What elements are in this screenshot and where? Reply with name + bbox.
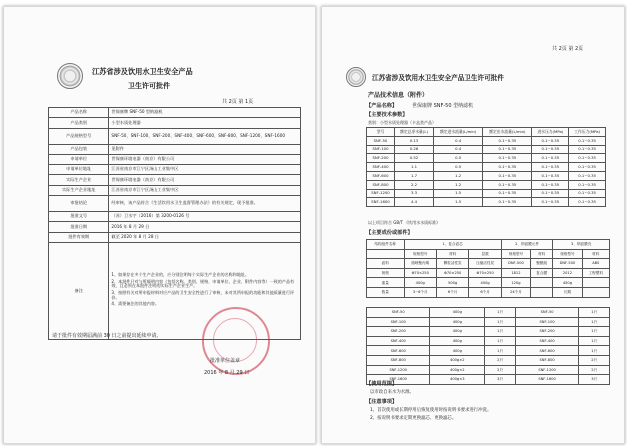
- value-cell: 颗粒活性炭: [436, 259, 468, 269]
- value-cell: 1只: [485, 346, 516, 356]
- value-cell: 1.2: [434, 171, 483, 180]
- column-subheader: 材料: [436, 249, 468, 259]
- value-cell: 0.4: [434, 145, 483, 154]
- use-range-label: 【使用范围】: [366, 381, 398, 387]
- tech-params-table: [366, 127, 606, 207]
- model-cell: SNF-100: [367, 145, 395, 154]
- table-row: [367, 287, 610, 297]
- value-cell: SNF-1200: [515, 365, 578, 375]
- value-cell: 0.1~0.35: [569, 154, 606, 163]
- field-label: 产品类别: [49, 118, 109, 128]
- value-cell: SNF-600: [367, 346, 430, 356]
- table-row: [49, 185, 301, 195]
- value-cell: 0.1~0.35: [483, 198, 532, 207]
- value-cell: 6个月: [469, 287, 501, 297]
- table-row: [49, 212, 301, 222]
- value-cell: 2.2: [394, 180, 433, 189]
- value-cell: SNF-50: [367, 308, 430, 318]
- left-sub-title: 卫生许可批件: [128, 82, 170, 90]
- field-label: 申请单位地址: [49, 165, 109, 175]
- table-row: [49, 128, 301, 144]
- column-subheader: [367, 249, 405, 259]
- value-cell: 1只: [579, 346, 610, 356]
- value-cell: 0.4: [434, 136, 483, 145]
- field-label: 审批结论: [49, 196, 109, 212]
- value-cell: 复合膜: [531, 268, 553, 278]
- value-cell: 0.1~0.35: [569, 189, 606, 198]
- model-cell: SNF-1600: [367, 198, 395, 207]
- table-row: [367, 163, 606, 172]
- left-document-page: [3, 6, 316, 444]
- value-cell: 熔喷聚丙烯: [404, 259, 436, 269]
- value-cell: 120g: [501, 278, 530, 288]
- value-cell: [582, 287, 609, 297]
- table-row: [367, 317, 610, 327]
- table-row: [49, 196, 301, 212]
- note-item: 4、需要备注的其他内容。: [111, 301, 160, 307]
- table-row: [49, 108, 301, 118]
- table-row: [49, 222, 301, 232]
- value-cell: SNF-1600: [515, 375, 578, 385]
- column-header: 型号: [367, 128, 395, 137]
- model-components-table: [366, 307, 610, 385]
- value-cell: 6个月: [436, 287, 468, 297]
- value-cell: 1只: [485, 317, 516, 327]
- table-row: [367, 327, 610, 337]
- value-cell: 0.1~0.35: [483, 136, 532, 145]
- value-cell: 0.1~0.35: [569, 198, 606, 207]
- value-cell: [531, 278, 553, 288]
- value-cell: 1只: [579, 336, 610, 346]
- column-subheader: 材料: [582, 249, 609, 259]
- table-row: [367, 375, 610, 385]
- value-cell: SNF-200: [515, 327, 578, 337]
- value-cell: 0.1~0.35: [483, 145, 532, 154]
- column-header: 2、纳滤膜元件: [501, 240, 553, 250]
- model-cell: SNF-400: [367, 163, 395, 172]
- field-value: （苏）卫水字（2016）第 3200-0126 号: [109, 212, 301, 222]
- use-range-text: 以市政自来水为水源。: [370, 390, 414, 395]
- value-cell: 400g: [430, 336, 485, 346]
- table-row: [49, 144, 301, 154]
- value-cell: 2只: [485, 365, 516, 375]
- value-cell: 0.1~0.35: [569, 163, 606, 172]
- value-cell: 3.3: [394, 189, 433, 198]
- value-cell: 400g: [430, 327, 485, 337]
- value-cell: 400g×2: [430, 365, 485, 375]
- model-cell: SNF-50: [367, 136, 395, 145]
- note-item: 3、按照有关对所申报材料对应产品的卫生安全性进行了审核，未对其所申报的功能和其他质量进行评价。: [111, 289, 295, 300]
- value-cell: 24个月: [501, 287, 530, 297]
- right-header-title: 江苏省涉及饮用水卫生安全产品卫生许可批件: [372, 74, 504, 82]
- value-cell: 规格: [367, 268, 405, 278]
- value-cell: SNF-600: [515, 346, 578, 356]
- value-cell: 4.4: [394, 198, 433, 207]
- value-cell: Φ70×250: [404, 268, 436, 278]
- value-cell: 1.2: [434, 180, 483, 189]
- table-row: [49, 175, 301, 185]
- left-header-title: 江苏省涉及饮用水卫生安全产品: [92, 67, 193, 76]
- value-cell: SNF-100: [367, 317, 430, 327]
- table-row: [367, 189, 606, 198]
- tech-note: 以上项目符合 GB/T 《饮用水水质标准》: [368, 220, 441, 225]
- table-row: [367, 365, 610, 375]
- column-subheader: 规格型号: [553, 249, 582, 259]
- table-row: [367, 180, 606, 189]
- right-sub-title: 产品技术信息（附件）: [368, 92, 429, 99]
- value-cell: SNF-50: [515, 308, 578, 318]
- table-row: [367, 154, 606, 163]
- field-label: 批准日期: [49, 222, 109, 232]
- table-row: [49, 165, 301, 175]
- column-subheader: 材料: [531, 249, 553, 259]
- field-label: 产品包装: [49, 144, 109, 154]
- model-cell: SNF-200: [367, 154, 395, 163]
- value-cell: 1.7: [394, 171, 433, 180]
- value-cell: [582, 278, 609, 288]
- value-cell: DNF-500: [553, 259, 582, 269]
- value-cell: 0.1~0.35: [532, 154, 569, 163]
- column-header: 进水压力(MPa): [532, 128, 569, 137]
- value-cell: 0.1~0.35: [532, 198, 569, 207]
- value-cell: SNF-800: [515, 355, 578, 365]
- left-stamp-date: 2016 年 8 月 29 日: [204, 370, 250, 376]
- value-cell: ABS: [582, 259, 609, 269]
- value-cell: 0.1~0.35: [569, 171, 606, 180]
- table-subheader-row: [367, 249, 610, 259]
- value-cell: 0.1~0.35: [532, 136, 569, 145]
- right-page-label: 共 2页 第 2页: [552, 46, 584, 52]
- column-header: 额定出水流量(L/min): [483, 128, 532, 137]
- value-cell: 400g×2: [430, 355, 485, 365]
- value-cell: 1只: [485, 327, 516, 337]
- value-cell: 0.1~0.35: [569, 136, 606, 145]
- value-cell: 450g: [553, 278, 582, 288]
- product-name-label: 【产品名称】: [366, 103, 398, 109]
- table-row: [367, 198, 606, 207]
- value-cell: 0.5: [434, 154, 483, 163]
- column-header: 额定进水流量(L/min): [434, 128, 483, 137]
- value-cell: 1.1: [394, 163, 433, 172]
- notes-label: 备注: [49, 242, 109, 339]
- table-row: [367, 268, 610, 278]
- value-cell: 滤料: [367, 259, 405, 269]
- value-cell: 0.1~0.35: [483, 171, 532, 180]
- value-cell: 1.5: [434, 198, 483, 207]
- value-cell: 2只: [485, 355, 516, 365]
- field-label: 产品名称: [49, 108, 109, 118]
- value-cell: 400g: [430, 308, 485, 318]
- field-value: 经审核，该产品符合《生活饮用水卫生监督管理办法》的有关规定，现予批准。: [109, 196, 301, 212]
- left-footer-text: 请于批件有效期届满前 30 日之前提出延续申请。: [52, 333, 162, 339]
- value-cell: 3只: [579, 375, 610, 385]
- model-cell: SNF-800: [367, 180, 395, 189]
- value-cell: 0.5: [434, 163, 483, 172]
- value-cell: 数量: [367, 287, 405, 297]
- value-cell: 0.26: [394, 145, 433, 154]
- value-cell: 重量: [367, 278, 405, 288]
- model-cell: SNF-600: [367, 171, 395, 180]
- column-header: 工作压力(MPa): [569, 128, 606, 137]
- table-row: [367, 278, 610, 288]
- table-row: [367, 336, 610, 346]
- table-row: [367, 308, 610, 318]
- table-row: [49, 232, 301, 242]
- note-item: 2、本批件只对与所载明内容（包括名称、类别、规格、申请单位、企业、附件内容等）一致的产品有效，且必须在本批件注明的实际生产企业生产。: [111, 278, 295, 289]
- value-cell: DNF-500: [501, 259, 530, 269]
- value-cell: 0.1~0.35: [532, 145, 569, 154]
- caution-item: 2、按说明书要求定期更换滤芯、更换滤芯。: [370, 416, 457, 421]
- value-cell: 400g: [404, 278, 436, 288]
- caution-item: 1、首次使用或长期停用后恢复使用时按说明书要求进行冲洗。: [370, 408, 492, 413]
- table-row: [367, 136, 606, 145]
- table-row: [367, 355, 610, 365]
- value-cell: 2只: [579, 365, 610, 375]
- value-cell: 1只: [485, 336, 516, 346]
- value-cell: 0.1~0.35: [532, 189, 569, 198]
- column-subheader: 规格型号: [501, 249, 530, 259]
- model-cell: SNF-1200: [367, 189, 395, 198]
- value-cell: 0.1~0.35: [483, 189, 532, 198]
- province-emblem-icon: [346, 67, 366, 87]
- table-header-row: [367, 128, 606, 137]
- column-header: 3、纳滤膜壳: [553, 240, 610, 250]
- value-cell: 3只: [485, 375, 516, 385]
- value-cell: 1.5: [434, 189, 483, 198]
- value-cell: 0.1~0.35: [483, 154, 532, 163]
- table-row: [367, 346, 610, 356]
- value-cell: 400g: [469, 278, 501, 288]
- value-cell: 3~6个月: [404, 287, 436, 297]
- column-header: 额定总净水量(L): [394, 128, 433, 137]
- value-cell: SNF-400: [367, 336, 430, 346]
- value-cell: Φ70×250: [469, 268, 501, 278]
- value-cell: 压缩活性炭: [469, 259, 501, 269]
- value-cell: 1只: [579, 327, 610, 337]
- column-subheader: 规格型号: [404, 249, 436, 259]
- caution-label: 【注意事项】: [366, 399, 398, 405]
- value-cell: SNF-100: [515, 317, 578, 327]
- value-cell: 0.1~0.35: [569, 180, 606, 189]
- value-cell: 2012: [553, 268, 582, 278]
- table-row: [367, 145, 606, 154]
- value-cell: 聚酰胺: [531, 259, 553, 269]
- value-cell: 0.1~0.35: [483, 180, 532, 189]
- field-label: 批准文号: [49, 212, 109, 222]
- field-label: 产品规格型号: [49, 128, 109, 144]
- value-cell: 400g: [430, 317, 485, 327]
- value-cell: 1只: [579, 317, 610, 327]
- value-cell: 500g: [436, 278, 468, 288]
- table-row: [49, 154, 301, 164]
- field-value: 世保康牌 SNF-50 型纳滤机: [109, 108, 301, 118]
- value-cell: SNF-1600: [367, 375, 430, 385]
- field-value: 世保康环境电器（南京）有限公司: [109, 154, 301, 164]
- value-cell: 2只: [579, 355, 610, 365]
- table-header-row: [367, 240, 610, 250]
- value-cell: 1只: [579, 308, 610, 318]
- note-item: 1、如果存在多个生产企业的，应分别注明每个实际生产企业的名称和地址。: [111, 271, 250, 277]
- field-value: 江苏省南京市江宁区汤山工业集中区: [109, 165, 301, 175]
- approval-table: [48, 107, 301, 340]
- value-cell: 1812: [501, 268, 530, 278]
- field-value: SNF-50、SNF-100、SNF-200、SNF-400、SNF-600、SNF-800、SNF-1200、SNF-1600: [109, 128, 301, 144]
- field-value: 江苏省南京市江宁区汤山工业集中区: [109, 185, 301, 195]
- province-emblem-icon: [57, 63, 83, 89]
- tech-caption: 类别：小型水质处理器（卡盒类产品）: [368, 120, 436, 125]
- field-label: 实际生产企业: [49, 175, 109, 185]
- value-cell: SNF-200: [367, 327, 430, 337]
- value-cell: SNF-1200: [367, 365, 430, 375]
- table-row: [49, 118, 301, 128]
- value-cell: 1只: [485, 308, 516, 318]
- column-subheader: 层数: [469, 249, 501, 259]
- field-value: 截至 2020 年 8 月 28 日: [109, 232, 301, 242]
- field-label: 申请单位: [49, 154, 109, 164]
- value-cell: SNF-400: [515, 336, 578, 346]
- table-row: [367, 259, 610, 269]
- value-cell: 0.1~0.35: [532, 163, 569, 172]
- value-cell: [531, 287, 553, 297]
- official-seal-stamp: [202, 307, 270, 375]
- field-value: 2016 年 8 月 29 日: [109, 222, 301, 232]
- value-cell: 400g×3: [430, 375, 485, 385]
- value-cell: 长期: [553, 287, 582, 297]
- field-value: 见附件: [109, 144, 301, 154]
- field-label: 实际生产企业地址: [49, 185, 109, 195]
- left-page-label: 共 2页 第 1页: [222, 99, 254, 105]
- components-table: [366, 239, 610, 298]
- value-cell: Φ70×250: [436, 268, 468, 278]
- field-label: 批件有效期: [49, 232, 109, 242]
- value-cell: 0.13: [394, 136, 433, 145]
- right-document-page: [321, 6, 625, 444]
- column-header: 1、复合滤芯: [404, 240, 501, 250]
- value-cell: 0.1~0.35: [532, 171, 569, 180]
- tech-params-label: 【主要技术参数】: [366, 112, 408, 118]
- components-label: 【主要成份或部件】: [366, 230, 413, 236]
- column-header: 结构组件名称: [367, 240, 405, 250]
- value-cell: 0.1~0.35: [483, 163, 532, 172]
- field-value: 小型水质处理器: [109, 118, 301, 128]
- value-cell: 工程塑料: [582, 268, 609, 278]
- table-row: [367, 171, 606, 180]
- product-name-value: 世保康牌 SNF-50 型纳滤机: [412, 103, 474, 109]
- value-cell: 0.52: [394, 154, 433, 163]
- value-cell: 400g: [430, 346, 485, 356]
- value-cell: 0.1~0.35: [532, 180, 569, 189]
- value-cell: SNF-800: [367, 355, 430, 365]
- left-stamp-text: 批准单位盖章: [210, 358, 241, 364]
- value-cell: 0.1~0.35: [569, 145, 606, 154]
- field-value: 世保康环境电器（南京）有限公司: [109, 175, 301, 185]
